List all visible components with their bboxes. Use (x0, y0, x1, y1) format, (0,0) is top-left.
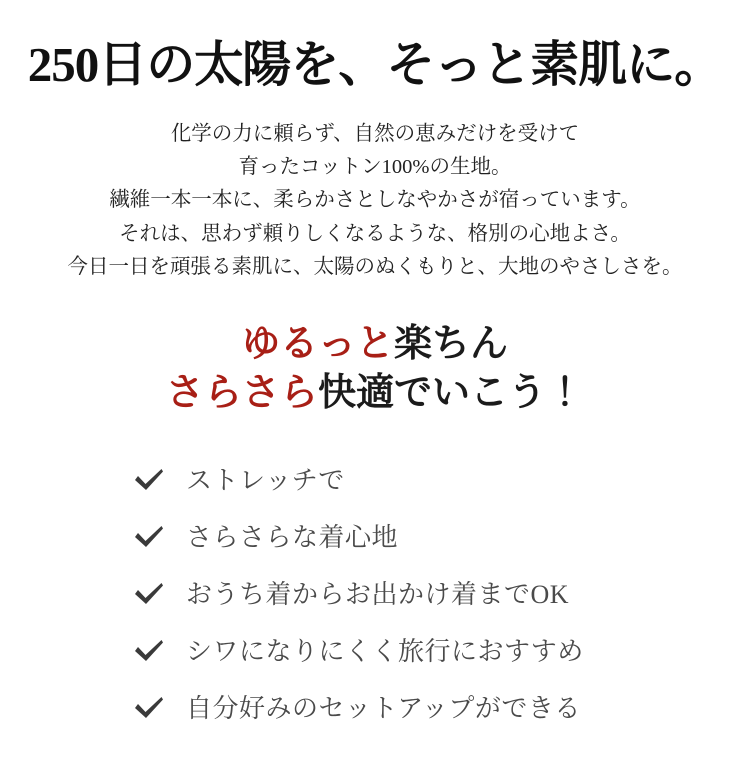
lead-paragraph (0, 118, 750, 284)
feature-label: シワになりにくく旅行におすすめ (186, 637, 584, 667)
check-icon (132, 578, 166, 612)
list-item (0, 689, 750, 729)
list-item (0, 461, 750, 501)
catch-copy-line-2 (0, 369, 750, 418)
feature-label: ストレッチで (186, 466, 345, 496)
catch-dark-2: 快適でいこう！ (318, 371, 585, 414)
check-icon (132, 692, 166, 726)
catch-accent-2: さらさら (165, 371, 318, 414)
check-icon (132, 521, 166, 555)
lead-line: それは、思わず頼りしくなるような、格別の心地よさ。 (119, 222, 631, 245)
catch-accent-1: ゆるっと (241, 322, 394, 365)
catch-copy-line-1 (0, 320, 750, 369)
feature-label: おうち着からお出かけ着までOK (186, 580, 570, 610)
check-icon (132, 464, 166, 498)
lead-line: 繊維一本一本に、柔らかさとしなやかさが宿っています。 (109, 189, 641, 212)
list-item (0, 632, 750, 672)
lead-line: 今日一日を頑張る素肌に、太陽のぬくもりと、大地のやさしさを。 (67, 255, 683, 278)
page-title: 250日の太陽を、そっと素肌に。 (27, 37, 723, 92)
list-item (0, 518, 750, 558)
feature-label: 自分好みのセットアップができる (186, 694, 581, 724)
feature-label: さらさらな着心地 (186, 523, 399, 553)
check-icon (132, 635, 166, 669)
list-item (0, 575, 750, 615)
lead-line: 育ったコットン100%の生地。 (238, 156, 512, 179)
catch-dark-1: 楽ちん (394, 322, 509, 365)
lead-line: 化学の力に頼らず、自然の恵みだけを受けて (170, 122, 580, 145)
feature-list (0, 461, 750, 729)
catch-copy (0, 320, 750, 417)
